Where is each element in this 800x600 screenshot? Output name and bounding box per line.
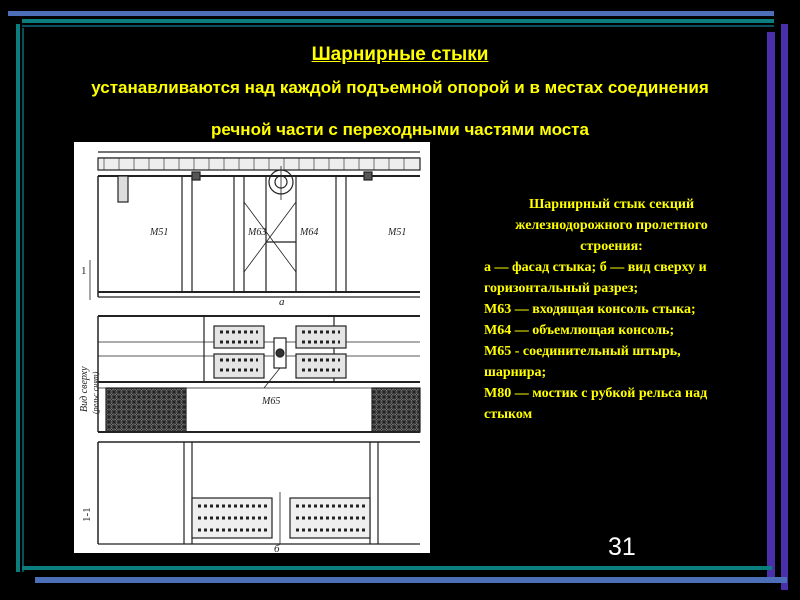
bolt-cluster-mid-left	[214, 354, 264, 378]
label-b: б	[274, 543, 280, 553]
label-m63: M63	[248, 227, 267, 238]
frame-line-left	[22, 28, 24, 572]
bolt-cluster-top-left	[214, 326, 264, 348]
frame-line-top	[22, 25, 774, 27]
bolt-cluster-mid-right	[296, 354, 346, 378]
frame-bar-bottom	[35, 577, 787, 583]
label-one-top: 1	[81, 265, 87, 277]
label-m51-right: M51	[388, 227, 407, 238]
page-number: 31	[608, 533, 636, 561]
caption-heading: Шарнирный стык секций железнодорожного пролетного строения:	[515, 197, 708, 254]
label-rels-snyat: (рельс снят)	[91, 371, 100, 414]
slide-subtitle: устанавливаются над каждой подъемной опорой и в местах соединения речной части с переходными частями моста	[91, 78, 709, 139]
bolt-cluster-top-right	[296, 326, 346, 348]
slide-title: Шарнирные стыки	[311, 44, 489, 65]
drawing-caption	[484, 194, 739, 425]
caption-line: М64 — объемлющая консоль;	[484, 323, 675, 338]
bolt-cluster-bottom-right	[290, 498, 370, 538]
label-m51-left: M51	[150, 227, 169, 238]
bolt-cluster-bottom-left	[192, 498, 272, 538]
label-vid-sverhu: Вид сверху	[79, 366, 90, 412]
label-section: 1-1	[81, 507, 93, 522]
frame-bar-right-inner	[767, 32, 775, 580]
caption-line: а — фасад стыка; б — вид сверху и горизонтальный разрез;	[484, 260, 707, 296]
frame-bar-bottom-inner	[22, 566, 772, 570]
label-m64: M64	[300, 227, 319, 238]
frame-bar-left	[16, 24, 20, 572]
top-view	[79, 316, 420, 432]
caption-line: М65 - соединительный штырь, шарнира;	[484, 344, 681, 380]
joint-drawing	[74, 142, 430, 553]
caption-line: М80 — мостик с рубкой рельса над стыком	[484, 386, 708, 422]
label-a: а	[279, 296, 285, 308]
caption-line: М63 — входящая консоль стыка;	[484, 302, 696, 317]
section-view	[81, 442, 420, 553]
joint-drawing-svg	[74, 142, 430, 553]
frame-bar-top	[8, 11, 774, 16]
facade-view	[81, 152, 420, 308]
frame-bar-right	[781, 24, 788, 590]
label-m65: M65	[262, 396, 281, 407]
frame-bar-top-inner	[22, 19, 774, 23]
